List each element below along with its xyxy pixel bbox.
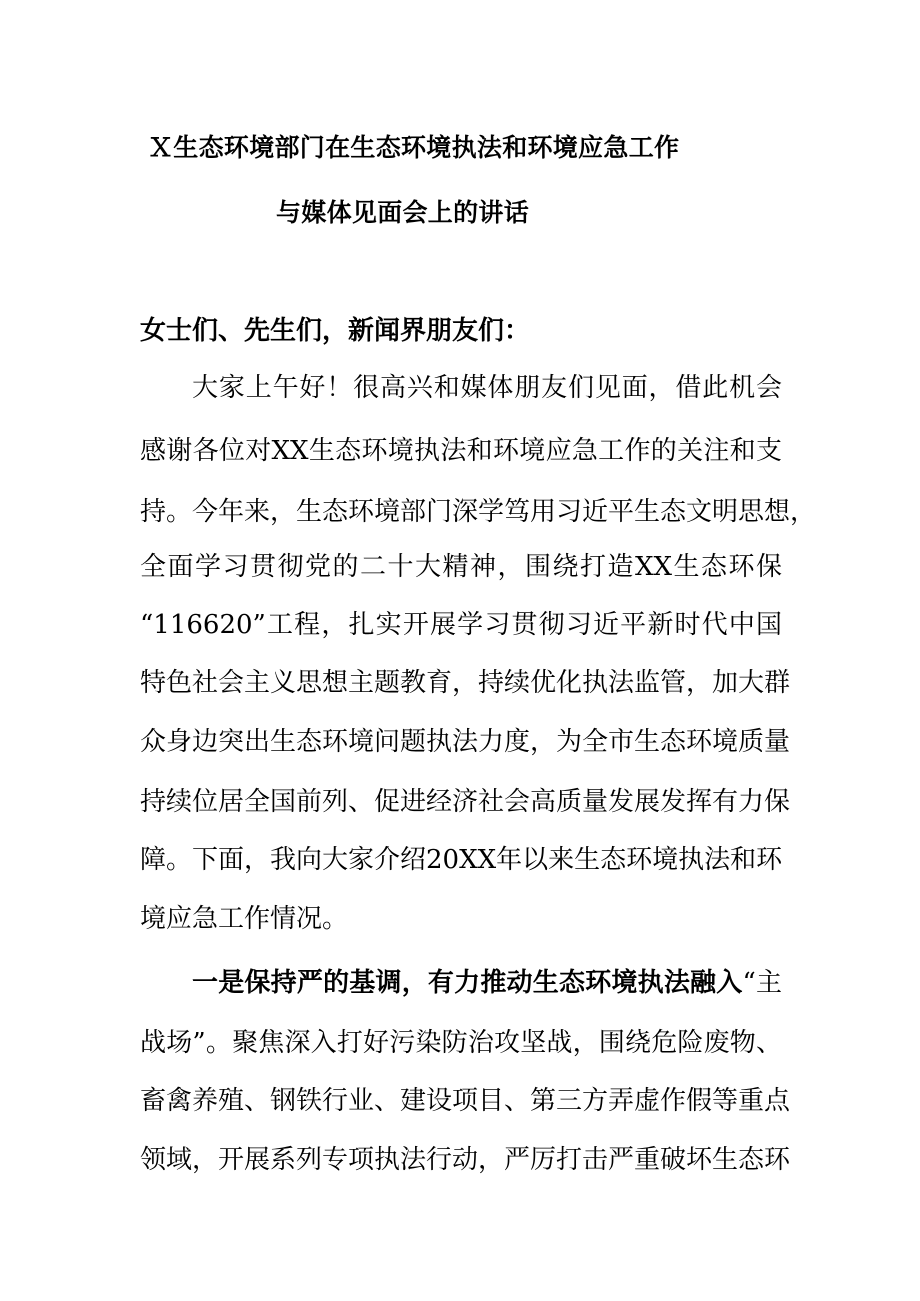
- paragraph-2-heading-line: [192, 962, 782, 999]
- document-title-line-2: 与媒体见面会上的讲话: [276, 198, 530, 227]
- paragraph-1-line: 持续位居全国前列、促进经济社会高质量发展发挥有力保: [140, 787, 791, 817]
- paragraph-1-line: 感谢各位对XX生态环境执法和环境应急工作的关注和支: [140, 436, 782, 466]
- paragraph-1-line: 境应急工作情况。: [140, 904, 349, 934]
- paragraph-1-line: “116620”工程，扎实开展学习贯彻习近平新时代中国: [140, 610, 782, 640]
- salutation: 女士们、先生们，新闻界朋友们：: [140, 316, 531, 346]
- paragraph-1-line: 持。今年来，生态环境部门深学笃用习近平生态文明思想，: [140, 497, 817, 527]
- paragraph-1-line: 全面学习贯彻党的二十大精神，围绕打造XX生态环保: [140, 552, 782, 582]
- paragraph-1-line: 大家上午好！很高兴和媒体朋友们见面，借此机会: [192, 373, 782, 403]
- paragraph-1-line: 障。下面，我向大家介绍20XX年以来生态环境执法和环: [140, 845, 783, 875]
- paragraph-2-line: 领域，开展系列专项执法行动，严厉打击严重破坏生态环: [140, 1145, 791, 1175]
- paragraph-2-line: 战场”。聚焦深入打好污染防治攻坚战，围绕危险废物、: [140, 1028, 782, 1058]
- paragraph-1-line: 众身边突出生态环境问题执法力度，为全市生态环境质量: [140, 727, 791, 757]
- paragraph-1-line: 特色社会主义思想主题教育，持续优化执法监管，加大群: [140, 668, 791, 698]
- document-title-line-1: Ｘ生态环境部门在生态环境执法和环境应急工作: [148, 133, 680, 162]
- paragraph-2-heading-rest: “主: [742, 968, 782, 998]
- paragraph-2-heading-bold: 一是保持严的基调，有力推动生态环境执法融入: [192, 968, 743, 998]
- paragraph-2-line: 畜禽养殖、钢铁行业、建设项目、第三方弄虚作假等重点: [140, 1086, 791, 1116]
